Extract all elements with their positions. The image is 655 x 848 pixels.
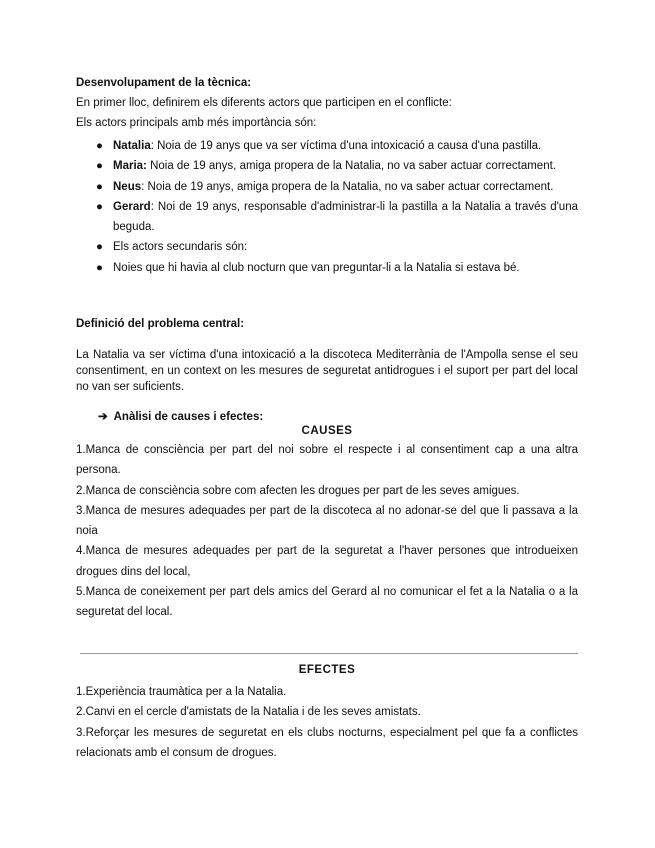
bullet-icon: ●: [96, 241, 103, 254]
problem-heading: Definició del problema central:: [76, 318, 245, 330]
analysis-heading-text: Anàlisi de causes i efectes:: [113, 411, 264, 423]
section-divider: [80, 653, 578, 654]
actor-name: Natalia: [113, 140, 151, 152]
actor-description: : Noia de 19 anys, amiga propera de la Natalia, no va saber actuar correctament.: [141, 180, 554, 193]
actor-item: [76, 156, 578, 176]
causes-title: CAUSES: [301, 425, 353, 437]
development-intro-1: En primer lloc, definirem els diferents actors que participen en el conflicte:: [76, 97, 452, 109]
actor-name: Maria:: [113, 160, 147, 173]
analysis-heading: [98, 409, 263, 423]
actor-name: Neus: [113, 180, 142, 193]
effects-list: [76, 682, 578, 763]
bullet-icon: ●: [96, 200, 103, 213]
bullet-icon: ●: [96, 160, 103, 173]
actor-item: [76, 237, 578, 257]
cause-item: 5.Manca de coneixement per part dels amics del Gerard al no comunicar el fet a la Natalia o a la seguretat del local.: [76, 586, 578, 619]
effect-item: 3.Reforçar les mesures de seguretat en els clubs nocturns, especialment pel que fa a conflictes relacionats amb el consum de drogues.: [76, 726, 578, 759]
bullet-icon: ●: [96, 180, 103, 193]
cause-item: 1.Manca de consciència per part del noi sobre el respecte i al consentiment cap a una altra persona.: [76, 444, 578, 477]
actor-name: Gerard: [113, 200, 151, 213]
cause-item: 2.Manca de consciència sobre com afecten les drogues per part de les seves amigues.: [76, 484, 520, 497]
effects-title: EFECTES: [298, 664, 356, 676]
development-heading: Desenvolupament de la tècnica:: [76, 77, 252, 89]
problem-text: La Natalia va ser víctima d'una intoxicació a la discoteca Mediterrània de l'Ampolla sense el seu consentiment, en un context on les mesures de seguretat antidrogues i el suport per part del local no van ser suficients.: [76, 349, 578, 393]
actors-list: [76, 136, 578, 278]
actor-item: [76, 258, 578, 278]
development-intro-2: Els actors principals amb més importància són:: [76, 117, 317, 129]
bullet-icon: ●: [96, 261, 103, 274]
actor-description: : Noia de 19 anys que va ser víctima d'una intoxicació a causa d'una pastilla.: [150, 140, 542, 152]
causes-list: [76, 440, 578, 623]
effect-item: 2.Canvi en el cercle d'amistats de la Natalia i de les seves amistats.: [76, 706, 421, 719]
arrow-icon: ➔: [98, 411, 108, 423]
actor-description: Noies que hi havia al club nocturn que van preguntar-li a la Natalia si estava bé.: [113, 261, 520, 274]
effect-item: 1.Experiència traumàtica per a la Natalia.: [76, 686, 287, 698]
actor-description: Noia de 19 anys, amiga propera de la Natalia, no va saber actuar correctament.: [146, 160, 556, 173]
cause-item: 3.Manca de mesures adequades per part de la discoteca al no adonar-se del que li passava a la noia: [76, 504, 578, 538]
cause-item: 4.Manca de mesures adequades per part de la seguretat a l'haver persones que introdueixen drogues dins del local,: [76, 545, 578, 578]
actor-description: Els actors secundaris són:: [113, 241, 248, 254]
bullet-icon: ●: [96, 140, 103, 152]
actor-item: [76, 136, 578, 156]
actor-item: [76, 177, 578, 197]
actor-item: [76, 197, 578, 238]
actor-description: : Noi de 19 anys, responsable d'administrar-li la pastilla a la Natalia a través d'una beguda.: [113, 200, 578, 234]
